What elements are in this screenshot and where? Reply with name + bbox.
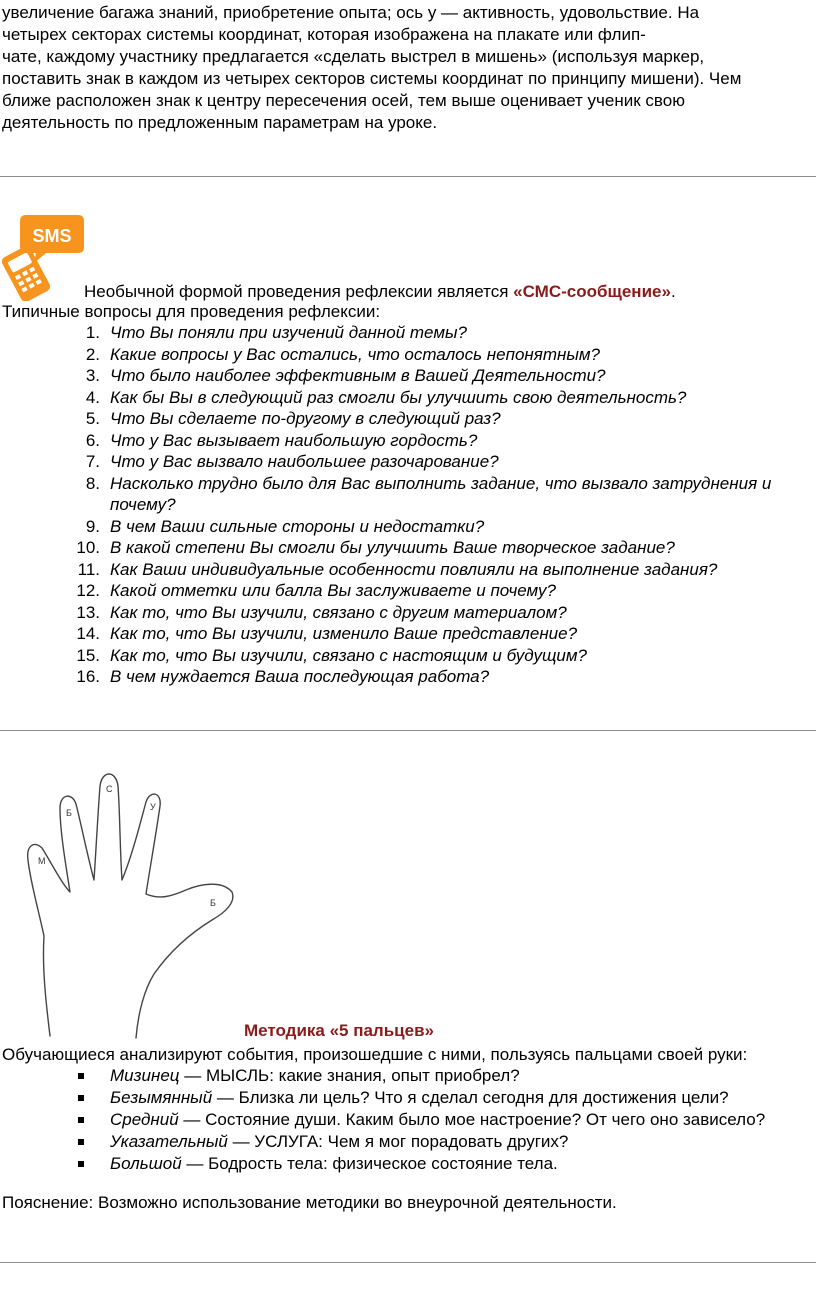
question-number: 14. <box>76 624 100 643</box>
intro-line: деятельность по предложенным параметрам на уроке. <box>2 113 438 132</box>
question-item <box>64 645 816 667</box>
intro-line: ближе расположен знак к центру пересечения осей, тем выше оценивает ученик свою <box>2 91 685 110</box>
question-number: 4. <box>85 387 100 407</box>
square-bullet-icon <box>78 1073 84 1079</box>
finger-description: — МЫСЛЬ: какие знания, опыт приобрел? <box>179 1066 520 1085</box>
finger-name: Средний <box>110 1110 179 1129</box>
question-text: Как то, что Вы изучили, связано с настоящим и будущим? <box>110 645 587 665</box>
sms-intro-end: . <box>670 282 676 301</box>
finger-name: Большой <box>110 1154 182 1173</box>
question-text: Какие вопросы у Вас остались, что осталось непонятным? <box>110 344 600 364</box>
finger-name: Мизинец <box>110 1066 180 1085</box>
question-number: 12. <box>76 581 100 600</box>
question-text: В чем нуждается Ваша последующая работа? <box>110 667 490 686</box>
finger-item <box>76 1065 796 1087</box>
finger-item <box>76 1087 796 1109</box>
finger-letter-thumb: Б <box>210 898 216 908</box>
question-number: 5. <box>85 409 100 428</box>
square-bullet-icon <box>78 1139 84 1145</box>
intro-line: увеличение багажа знаний, приобретение опыта; ось у — активность, удовольствие. На <box>2 3 700 22</box>
question-item <box>64 408 816 430</box>
question-text: Что у Вас вызывает наибольшую гордость? <box>110 430 478 450</box>
question-number: 3. <box>85 366 100 385</box>
question-number: 2. <box>85 344 100 364</box>
sms-icon-label: SMS <box>32 226 72 246</box>
question-item <box>64 559 816 581</box>
question-item <box>64 322 816 344</box>
question-number: 1. <box>85 323 100 342</box>
square-bullet-icon <box>78 1161 84 1167</box>
section-divider <box>0 176 816 177</box>
section-divider <box>0 1262 816 1263</box>
finger-description: — УСЛУГА: Чем я мог порадовать других? <box>227 1132 569 1151</box>
finger-description: — Близка ли цель? Что я сделал сегодня для достижения цели? <box>212 1088 729 1107</box>
question-item <box>64 387 816 409</box>
intro-line: чате, каждому участнику предлагается «сделать выстрел в мишень» (используя маркер, <box>2 47 705 66</box>
question-number: 15. <box>76 645 100 665</box>
question-number: 6. <box>85 430 100 450</box>
question-item <box>64 516 816 538</box>
finger-item <box>76 1153 796 1175</box>
intro-line: четырех секторах системы координат, которая изображена на плакате или флип- <box>2 25 646 44</box>
question-text: Как Ваши индивидуальные особенности повлияли на выполнение задания? <box>110 559 718 579</box>
finger-item <box>76 1109 796 1131</box>
finger-letter-index: У <box>150 802 156 812</box>
question-text: Что у Вас вызвало наибольшее разочарование? <box>110 452 499 471</box>
question-number: 9. <box>85 516 100 536</box>
question-item <box>64 602 816 624</box>
method-title: Методика «5 пальцев» <box>244 1021 434 1040</box>
sms-phone-icon <box>0 213 86 301</box>
finger-item <box>76 1131 796 1153</box>
question-text: В какой степени Вы смогли бы улучшить Ваше творческое задание? <box>110 538 675 557</box>
question-item <box>64 451 816 473</box>
question-item <box>64 537 816 559</box>
question-text: Что было наиболее эффективным в Вашей Деятельности? <box>110 366 606 385</box>
question-text: Что Вы сделаете по-другому в следующий раз? <box>110 409 501 428</box>
square-bullet-icon <box>78 1117 84 1123</box>
finger-name: Указательный <box>110 1132 228 1151</box>
questions-list <box>64 322 816 688</box>
question-number: 7. <box>85 452 100 471</box>
question-text: Как то, что Вы изучили, изменило Ваше представление? <box>110 624 578 643</box>
intro-paragraph <box>2 2 814 134</box>
finger-letter-middle: С <box>106 784 113 794</box>
fingers-list <box>76 1065 796 1175</box>
question-number: 13. <box>76 602 100 622</box>
question-text: В чем Ваши сильные стороны и недостатки? <box>110 516 485 536</box>
question-number: 10. <box>76 538 100 557</box>
square-bullet-icon <box>78 1095 84 1101</box>
question-text: Какой отметки или балла Вы заслуживаете и почему? <box>110 581 556 600</box>
hand-outline-drawing <box>22 768 242 1040</box>
finger-letter-pinky: М <box>38 856 46 866</box>
finger-name: Безымянный <box>110 1088 213 1107</box>
questions-heading: Типичные вопросы для проведения рефлексии: <box>2 302 381 321</box>
sms-intro <box>84 281 676 303</box>
method-note: Пояснение: Возможно использование методики во внеурочной деятельности. <box>2 1193 617 1212</box>
question-item <box>64 580 816 602</box>
sms-intro-text: Необычной формой проведения рефлексии является <box>84 282 514 301</box>
sms-emphasis: «СМС-сообщение» <box>513 282 671 301</box>
finger-description: — Состояние души. Каким было мое настроение? От чего оно зависело? <box>178 1110 766 1129</box>
finger-description: — Бодрость тела: физическое состояние тела. <box>181 1154 558 1173</box>
question-number: 16. <box>76 667 100 686</box>
question-text: Как то, что Вы изучили, связано с другим материалом? <box>110 602 567 622</box>
finger-letter-ring: Б <box>66 808 72 818</box>
question-text: Как бы Вы в следующий раз смогли бы улучшить свою деятельность? <box>110 387 687 407</box>
question-item <box>64 365 816 387</box>
method-intro: Обучающиеся анализируют события, произошедшие с ними, пользуясь пальцами своей руки: <box>2 1045 748 1064</box>
question-text: Что Вы поняли при изучений данной темы? <box>110 323 467 342</box>
question-text: Насколько трудно было для Вас выполнить задание, что вызвало затруднения и почему? <box>110 473 772 514</box>
question-number: 11. <box>77 559 100 579</box>
question-item <box>64 666 816 688</box>
intro-line: поставить знак в каждом из четырех секторов системы координат по принципу мишени). Чем <box>2 69 742 88</box>
question-item <box>64 430 816 452</box>
question-item <box>64 344 816 366</box>
question-item <box>64 473 816 516</box>
question-number: 8. <box>85 473 100 493</box>
section-divider <box>0 730 816 731</box>
question-item <box>64 623 816 645</box>
